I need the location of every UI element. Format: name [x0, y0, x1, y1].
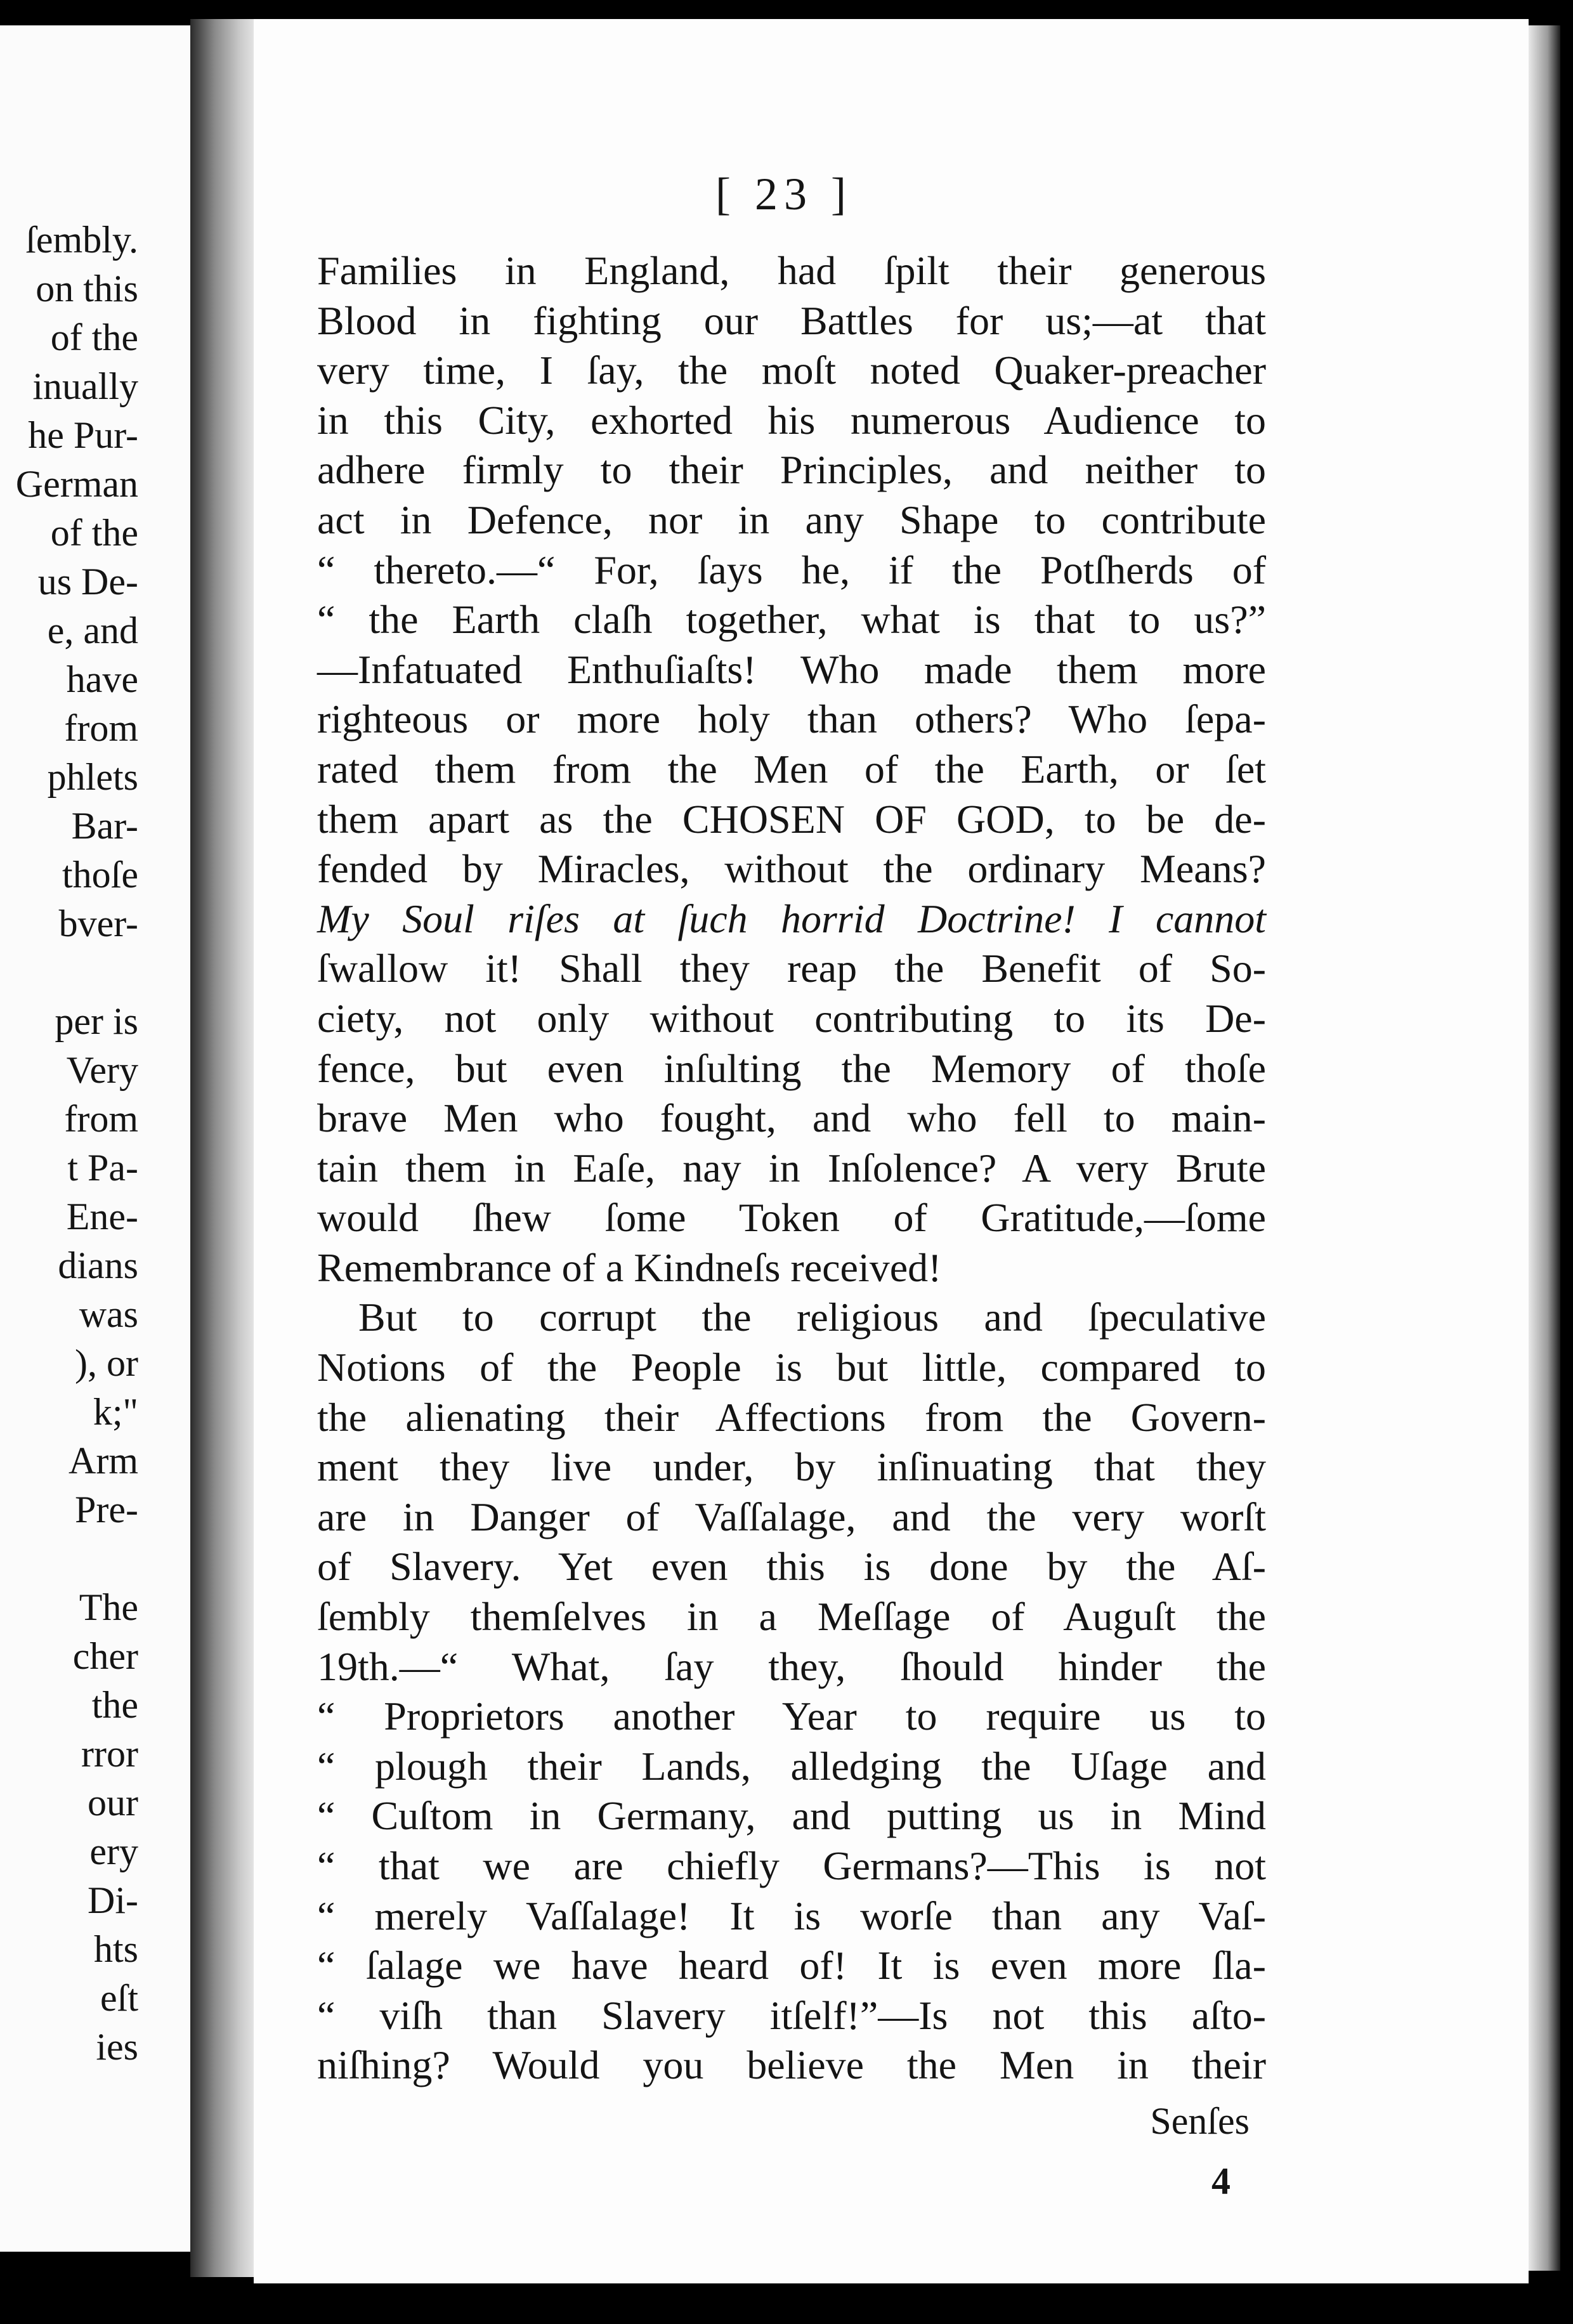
- body-line: “ merely Vaſſalage! It is worſe than any Vaſ-: [317, 1893, 1266, 1938]
- left-page-fragment: from: [64, 707, 138, 749]
- left-page-fragment: The: [79, 1586, 138, 1628]
- body-line: rated them from the Men of the Earth, or ſet: [317, 746, 1266, 792]
- body-line: ſwallow it! Shall they reap the Benefit of So-: [317, 946, 1266, 991]
- left-page-fragment: cher: [72, 1635, 138, 1677]
- body-line: Blood in fighting our Battles for us;—at that: [317, 297, 1266, 343]
- left-page-fragment: phlets: [47, 756, 138, 798]
- body-line: But to corrupt the religious and ſpeculative: [358, 1295, 1266, 1340]
- body-line: brave Men who fought, and who fell to main-: [317, 1095, 1266, 1141]
- body-line: very time, I ſay, the moſt noted Quaker-preacher: [317, 348, 1266, 393]
- body-line: ſembly themſelves in a Meſſage of Auguſt the: [317, 1594, 1266, 1640]
- page-edge-shadow: [1529, 25, 1560, 2271]
- left-page-fragment: eſt: [100, 1977, 138, 2019]
- left-page-fragment: Very: [66, 1049, 138, 1091]
- body-line: “ Cuſtom in Germany, and putting us in Mind: [317, 1793, 1266, 1839]
- left-page-fragment: [16, 948, 138, 997]
- body-line: tain them in Eaſe, nay in Inſolence? A very Brute: [317, 1145, 1266, 1191]
- left-page-fragment: dians: [58, 1244, 138, 1286]
- left-page-text-fragments: [16, 216, 138, 2072]
- left-page-fragment: per is: [55, 1000, 138, 1042]
- left-page-fragment: from: [64, 1098, 138, 1140]
- body-line: My Soul riſes at ſuch horrid Doctrine! I cannot: [317, 896, 1266, 941]
- left-page-fragment: Pre-: [75, 1489, 138, 1531]
- body-line: niſhing? Would you believe the Men in their: [317, 2042, 1266, 2088]
- left-page-fragment: Arm: [69, 1440, 138, 1482]
- body-line: 19th.—“ What, ſay they, ſhould hinder the: [317, 1643, 1266, 1689]
- body-line: of Slavery. Yet even this is done by the Aſ-: [317, 1544, 1266, 1590]
- body-line: fence, but even inſulting the Memory of thoſe: [317, 1045, 1266, 1091]
- left-page-fragment: ſembly.: [25, 219, 138, 261]
- body-line: them apart as the CHOSEN OF GOD, to be de-: [317, 796, 1266, 842]
- left-page-fragment: hts: [93, 1928, 138, 1970]
- book-gutter: [190, 19, 260, 2277]
- body-line: “ thereto.—“ For, ſays he, if the Potſherds of: [317, 547, 1266, 592]
- left-page-fragment: ies: [96, 2026, 138, 2068]
- body-line: in this City, exhorted his numerous Audience to: [317, 397, 1266, 443]
- left-page-fragment: of the: [50, 317, 138, 358]
- left-page-fragment: rror: [81, 1733, 138, 1775]
- body-line: “ that we are chiefly Germans?—This is not: [317, 1843, 1266, 1888]
- signature-mark: 4: [1211, 2160, 1230, 2202]
- left-page-fragment: inually: [32, 365, 138, 407]
- left-page-fragment: German: [15, 463, 138, 505]
- left-page-fragment: Di-: [88, 1879, 138, 1921]
- left-page-fragment: have: [66, 658, 138, 700]
- page-number: [ 23 ]: [715, 169, 852, 219]
- left-page-fragment: ), or: [75, 1342, 138, 1384]
- left-page-fragment: was: [79, 1293, 138, 1335]
- left-page-fragment: k;": [93, 1391, 138, 1433]
- body-line: the alienating their Affections from the Govern-: [317, 1394, 1266, 1440]
- body-line: righteous or more holy than others? Who ſepa-: [317, 696, 1266, 742]
- left-page-fragment: he Pur-: [28, 414, 138, 456]
- left-page-fragment: ery: [89, 1831, 138, 1872]
- catchword: Senſes: [1150, 2100, 1250, 2142]
- body-line: adhere firmly to their Principles, and neither to: [317, 447, 1266, 493]
- body-line: fended by Miracles, without the ordinary Means?: [317, 846, 1266, 892]
- body-line: Families in England, had ſpilt their generous: [317, 248, 1266, 293]
- body-line: “ ſalage we have heard of! It is even more ſla-: [317, 1943, 1266, 1988]
- body-line: “ the Earth claſh together, what is that to us?”: [317, 597, 1266, 643]
- left-page: [0, 25, 192, 2252]
- left-page-fragment: [16, 1534, 138, 1583]
- body-line: “ Proprietors another Year to require us to: [317, 1694, 1266, 1739]
- body-line: act in Defence, nor in any Shape to contribute: [317, 497, 1266, 542]
- body-line: are in Danger of Vaſſalage, and the very worſt: [317, 1494, 1266, 1539]
- body-line: would ſhew ſome Token of Gratitude,—ſome: [317, 1195, 1266, 1241]
- body-line: —Infatuated Enthuſiaſts! Who made them more: [317, 646, 1266, 692]
- left-page-fragment: Ene-: [66, 1196, 138, 1237]
- body-line: Notions of the People is but little, compared to: [317, 1345, 1266, 1390]
- left-page-fragment: bver-: [58, 903, 138, 944]
- left-page-fragment: on this: [36, 268, 138, 310]
- body-line: Remembrance of a Kindneſs received!: [317, 1244, 942, 1290]
- body-line: “ viſh than Slavery itſelf!”—Is not this aſto-: [317, 1992, 1266, 2038]
- left-page-fragment: e, and: [47, 610, 138, 651]
- left-page-fragment: t Pa-: [67, 1147, 138, 1189]
- left-page-fragment: of the: [50, 512, 138, 554]
- left-page-fragment: Bar-: [71, 805, 138, 847]
- left-page-fragment: thoſe: [62, 854, 138, 896]
- body-line: ment they live under, by inſinuating that they: [317, 1444, 1266, 1490]
- left-page-fragment: the: [91, 1684, 138, 1726]
- left-page-fragment: us De-: [37, 561, 138, 603]
- left-page-fragment: our: [88, 1782, 138, 1824]
- body-line: “ plough their Lands, alledging the Uſage and: [317, 1743, 1266, 1789]
- body-line: ciety, not only without contributing to its De-: [317, 995, 1266, 1041]
- body-text: [317, 246, 1266, 2091]
